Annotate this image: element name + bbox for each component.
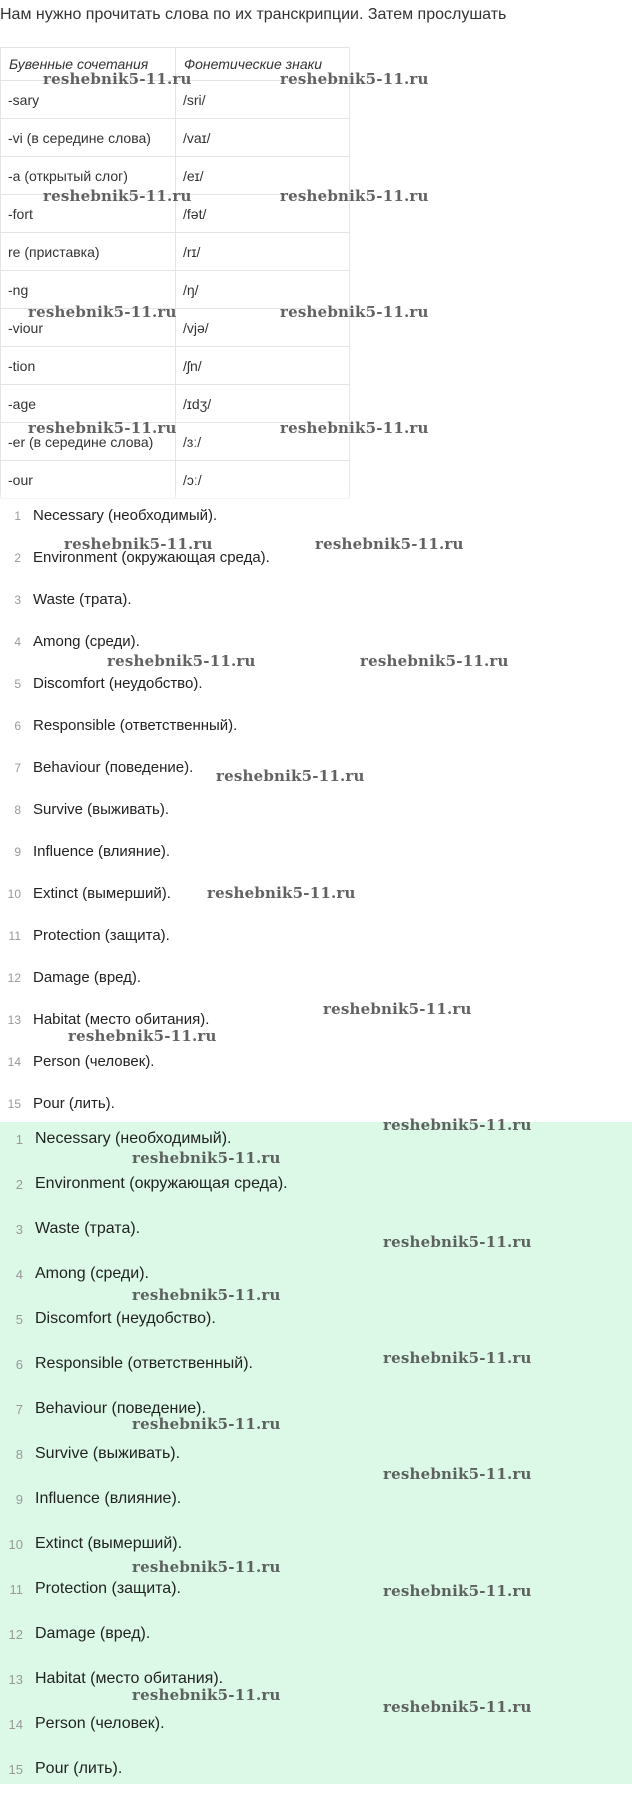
list-item-number: 8 — [15, 1447, 23, 1462]
list-item-number: 5 — [14, 677, 21, 691]
list-item-text: Influence (влияние). — [33, 843, 171, 860]
table-cell-letters: -our — [1, 461, 176, 499]
list-item-number: 4 — [15, 1267, 23, 1282]
watermark: reshebnik5-11.ru — [280, 419, 429, 437]
list-item-text: Extinct (вымерший). — [33, 885, 171, 902]
list-item-number: 6 — [15, 1357, 23, 1372]
word-list-highlighted — [0, 1128, 632, 1778]
table-header-letters: Бувенные сочетания — [1, 48, 176, 81]
table-cell-letters: -viour — [1, 309, 176, 347]
list-item-number: 7 — [15, 1402, 23, 1417]
table-cell-letters: -age — [1, 385, 176, 423]
watermark: reshebnik5-11.ru — [207, 884, 356, 902]
watermark: reshebnik5-11.ru — [68, 1027, 217, 1045]
watermark: reshebnik5-11.ru — [383, 1465, 532, 1483]
list-item-text: Responsible (ответственный). — [35, 1355, 253, 1372]
table-cell-letters: re (приставка) — [1, 233, 176, 271]
watermark: reshebnik5-11.ru — [132, 1286, 281, 1304]
table-cell-sign: /rɪ/ — [176, 233, 350, 271]
watermark: reshebnik5-11.ru — [323, 1000, 472, 1018]
list-item-text: Damage (вред). — [33, 969, 142, 986]
list-item-text: Discomfort (неудобство). — [33, 675, 203, 692]
list-item-text: Responsible (ответственный). — [33, 717, 238, 734]
watermark: reshebnik5-11.ru — [43, 187, 192, 205]
table-cell-letters: -ng — [1, 271, 176, 309]
table-cell-letters: -tion — [1, 347, 176, 385]
table-cell-sign: /eɪ/ — [176, 157, 350, 195]
list-item-number: 12 — [7, 971, 21, 985]
list-item-text: Survive (выживать). — [33, 801, 170, 818]
watermark: reshebnik5-11.ru — [28, 419, 177, 437]
table-fade-overlay — [0, 492, 352, 502]
table-cell-letters: -a (открытый слог) — [1, 157, 176, 195]
list-item-number: 14 — [8, 1717, 23, 1732]
list-item-text: Extinct (вымерший). — [35, 1535, 183, 1552]
list-item-number: 15 — [8, 1762, 23, 1777]
list-item-number: 1 — [15, 1132, 23, 1147]
list-item-number: 7 — [14, 761, 21, 775]
list-item-text: Habitat (место обитания). — [35, 1670, 224, 1687]
table-cell-sign: /ɜː/ — [176, 423, 350, 461]
watermark: reshebnik5-11.ru — [280, 303, 429, 321]
table-cell-sign: /vjə/ — [176, 309, 350, 347]
list-item-number: 10 — [8, 1537, 23, 1552]
table-cell-letters: -vi (в середине слова) — [1, 119, 176, 157]
list-item-text: Pour (лить). — [33, 1095, 115, 1112]
table-cell-letters: -er (в середине слова) — [1, 423, 176, 461]
watermark: reshebnik5-11.ru — [132, 1149, 281, 1167]
list-item-number: 6 — [14, 719, 21, 733]
watermark: reshebnik5-11.ru — [64, 535, 213, 553]
list-item-text: Among (среди). — [35, 1265, 149, 1282]
table-row — [1, 347, 350, 385]
list-item-text: Discomfort (неудобство). — [35, 1310, 216, 1327]
list-item-text: Damage (вред). — [35, 1625, 151, 1642]
watermark: reshebnik5-11.ru — [315, 535, 464, 553]
table-row — [1, 385, 350, 423]
list-item-text: Waste (трата). — [33, 591, 132, 608]
table-cell-sign: /ɪdʒ/ — [176, 385, 350, 423]
list-item-text: Person (человек). — [33, 1053, 155, 1070]
watermark: reshebnik5-11.ru — [280, 187, 429, 205]
watermark: reshebnik5-11.ru — [43, 70, 192, 88]
table-cell-sign: /fət/ — [176, 195, 350, 233]
table-cell-sign: /vaɪ/ — [176, 119, 350, 157]
list-item-number: 12 — [8, 1627, 23, 1642]
list-item-text: Influence (влияние). — [35, 1490, 182, 1507]
list-item-text: Environment (окружающая среда). — [33, 549, 270, 566]
list-item-text: Necessary (необходимый). — [35, 1130, 232, 1147]
watermark: reshebnik5-11.ru — [132, 1415, 281, 1433]
list-item-number: 4 — [14, 635, 21, 649]
list-item-text: Environment (окружающая среда). — [35, 1175, 288, 1192]
watermark: reshebnik5-11.ru — [360, 652, 509, 670]
table-cell-sign: /ʃn/ — [176, 347, 350, 385]
table-cell-sign: /srі/ — [176, 81, 350, 119]
list-item-number: 8 — [14, 803, 21, 817]
table-cell-sign: /ɔː/ — [176, 461, 350, 499]
list-item-text: Necessary (необходимый). — [33, 507, 218, 524]
list-item-number: 1 — [14, 509, 21, 523]
watermark: reshebnik5-11.ru — [383, 1116, 532, 1134]
table-cell-sign: /ŋ/ — [176, 271, 350, 309]
list-item-number: 3 — [15, 1222, 23, 1237]
list-item-number: 11 — [8, 929, 21, 943]
list-item-number: 11 — [9, 1582, 23, 1597]
intro-text: Нам нужно прочитать слова по их транскрипции. Затем прослушать — [0, 6, 507, 23]
table-row — [1, 119, 350, 157]
watermark: reshebnik5-11.ru — [107, 652, 256, 670]
list-item-number: 2 — [15, 1177, 23, 1192]
list-item-text: Among (среди). — [33, 633, 140, 650]
list-item-number: 14 — [7, 1055, 21, 1069]
list-item-text: Protection (защита). — [33, 927, 170, 944]
table-cell-letters: -fort — [1, 195, 176, 233]
watermark: reshebnik5-11.ru — [132, 1686, 281, 1704]
list-item-number: 9 — [15, 1492, 23, 1507]
table-header-signs: Фонетические знаки — [176, 48, 350, 81]
list-item-text: Waste (трата). — [35, 1220, 141, 1237]
watermark: reshebnik5-11.ru — [28, 303, 177, 321]
watermark: reshebnik5-11.ru — [280, 70, 429, 88]
list-item-number: 5 — [15, 1312, 23, 1327]
list-item-number: 9 — [14, 845, 21, 859]
list-item-number: 15 — [7, 1097, 21, 1111]
list-item-number: 13 — [8, 1672, 23, 1687]
list-item-text: Pour (лить). — [35, 1760, 123, 1777]
table-cell-letters: -sary — [1, 81, 176, 119]
watermark: reshebnik5-11.ru — [383, 1233, 532, 1251]
watermark: reshebnik5-11.ru — [383, 1582, 532, 1600]
list-item-text: Behaviour (поведение). — [35, 1400, 206, 1417]
list-item-text: Protection (защита). — [35, 1580, 181, 1597]
list-item-text: Behaviour (поведение). — [33, 759, 194, 776]
watermark: reshebnik5-11.ru — [383, 1698, 532, 1716]
list-item-number: 3 — [14, 593, 21, 607]
list-item-number: 10 — [7, 887, 21, 901]
watermark: reshebnik5-11.ru — [216, 767, 365, 785]
table-row — [1, 233, 350, 271]
list-item-text: Person (человек). — [35, 1715, 165, 1732]
watermark: reshebnik5-11.ru — [383, 1349, 532, 1367]
word-list-plain — [0, 505, 632, 1115]
list-item-text: Survive (выживать). — [35, 1445, 181, 1462]
list-item-text: Habitat (место обитания). — [33, 1011, 210, 1028]
watermark: reshebnik5-11.ru — [132, 1558, 281, 1576]
list-item-number: 13 — [7, 1013, 21, 1027]
list-item-number: 2 — [14, 551, 21, 565]
